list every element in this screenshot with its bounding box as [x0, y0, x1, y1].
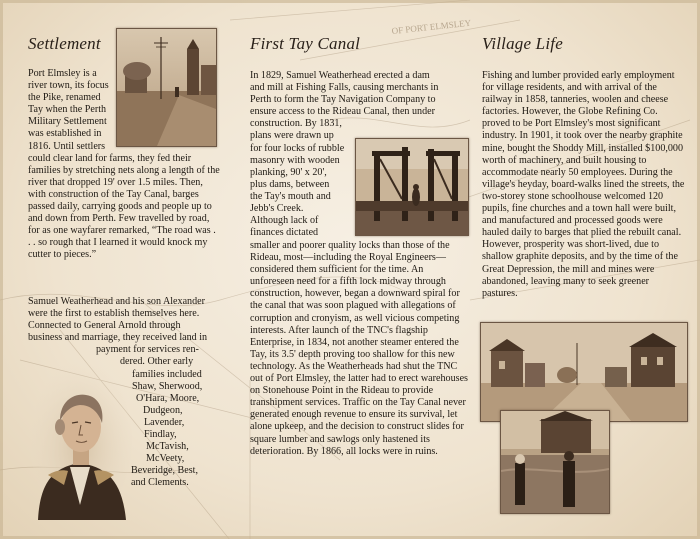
families-line: Dudgeon,	[143, 404, 183, 416]
canal-line: planking, 90' x 20',	[250, 166, 327, 178]
lock-photo	[355, 138, 469, 236]
canal-line: plus dams, between	[250, 178, 330, 190]
families-line: business and marriage, they received land in	[28, 332, 208, 344]
families-line: payment for services ren-	[96, 344, 199, 356]
families-line: dered. Other early	[120, 356, 194, 368]
families-line: Findlay,	[144, 429, 177, 441]
portrait-image	[30, 355, 132, 520]
canal-line: construction. By 1831,	[250, 118, 342, 130]
families-line: and Clements.	[131, 477, 189, 489]
families-line: Beveridge, Best,	[131, 465, 198, 477]
map-label: OF PORT ELMSLEY	[391, 17, 472, 36]
village-life-paragraph: Fishing and lumber provided early employment for village residents, and with arrival of the railway in 1858, tanneries, woolen and cheese factories. However, the Globe Refining Co. proved to be Port Elmsley's most significant industry. In 1901, it took over the nearby graphite mine, bought the Shoddy Mill, installed $100,000 worth of machinery, and built housing to accommodate nearly 50 employees. During the village's heyday, board-walks lined the streets, the two-storey stone schoolhouse welcomed 120 pupils, fine churches and a town hall were built, and manufactured and processed goods were hauled daily to barges that plied the rebuilt canal. However, prosperity was short-lived, due to shallow graphite deposits, and by the time of the Great Depression, the mill and mines were abandoned, leaving many to seek greener pastures.	[482, 70, 685, 299]
canal-line: Perth to form the Tay Navigation Company to	[250, 94, 436, 106]
canal-line: plans were drawn up	[250, 130, 334, 142]
waterfront-image	[501, 411, 609, 513]
canal-line: the Tay's mouth and	[250, 190, 331, 202]
first-tay-canal-heading: First Tay Canal	[250, 34, 361, 53]
families-line: McTavish,	[146, 441, 189, 453]
families-line: McVeety,	[146, 453, 185, 465]
families-line: Samuel Weatherhead and his son Alexander	[28, 296, 205, 307]
village-life-text	[482, 70, 686, 300]
canal-line: In 1829, Samuel Weatherhead erected a dam	[250, 70, 430, 81]
families-line: Lavender,	[144, 416, 185, 428]
canal-line: and mill at Fishing Falls, causing merchants in	[250, 82, 439, 94]
village-street-image	[481, 323, 687, 421]
canal-text-bottom	[250, 240, 468, 458]
canal-line: finances dictated	[250, 227, 319, 239]
waterfront-photo	[500, 410, 610, 514]
families-line: families included	[132, 368, 202, 380]
canal-line: Jebb's Creek.	[250, 203, 304, 215]
canal-line: for four locks of rubble	[250, 142, 345, 154]
lock-photo-image	[356, 139, 468, 235]
village-life-heading: Village Life	[482, 34, 563, 53]
portrait-illustration	[30, 355, 132, 520]
families-line: were the first to establish themselves here.	[28, 308, 200, 320]
families-line: Connected to General Arnold through	[28, 320, 181, 332]
settlement-heading: Settlement	[28, 34, 101, 53]
canal-paragraph-rest: smaller and poorer quality locks than those of the Rideau, most—including the Royal Engineers—considered them sufficient for the time. An unforeseen need for a fifth lock midway through construction, however, began a downward spiral for the canal that was soon plagued with allegations of corruption and cronyism, as well vicious competing interests. After launch of the TNC's flagship Enterprise, in 1834, not another steamer entered the Tay, its 3.5' depth proving too shallow for this new technology. As the Weatherheads had shut the TNC out of Port Elmsley, the latter had to erect warehouses on Stonehouse Point in the Rideau to provide transhipment services. Traffic on the Tay Canal never generated enough revenue to ensure its survival, let alone upkeep, and the decision to construct slides for square lumber and sawlogs only hastened its deterioration. By 1866, all locks were in ruins.	[250, 240, 468, 457]
canal-line: masonry with wooden	[250, 154, 340, 166]
families-line: O'Hara, Moore,	[136, 392, 200, 404]
families-line: Shaw, Sherwood,	[132, 380, 203, 392]
canal-line: Although lack of	[250, 215, 319, 227]
settlement-paragraph-1-flow	[28, 68, 220, 262]
village-street-photo	[480, 322, 688, 422]
settlement-paragraph-1-text: Port Elmsley is a river town, its focus the Pike, renamed Tay when the Perth Military Settlement was established in 1816. Until settlers could clear land for farms, they fed their families by stretching nets along a length of the river that dropped 19' over 1.5 miles. Then, with construction of the Tay Canal, barges passed daily, carrying goods and people up to and down from Perth. Few travelled by road, for as one wayfarer remarked, “The road was . . . so rough that I learned it would knock my cutter to pieces.”	[28, 68, 220, 261]
canal-line: ensure access to the Rideau Canal, then under	[250, 106, 435, 118]
